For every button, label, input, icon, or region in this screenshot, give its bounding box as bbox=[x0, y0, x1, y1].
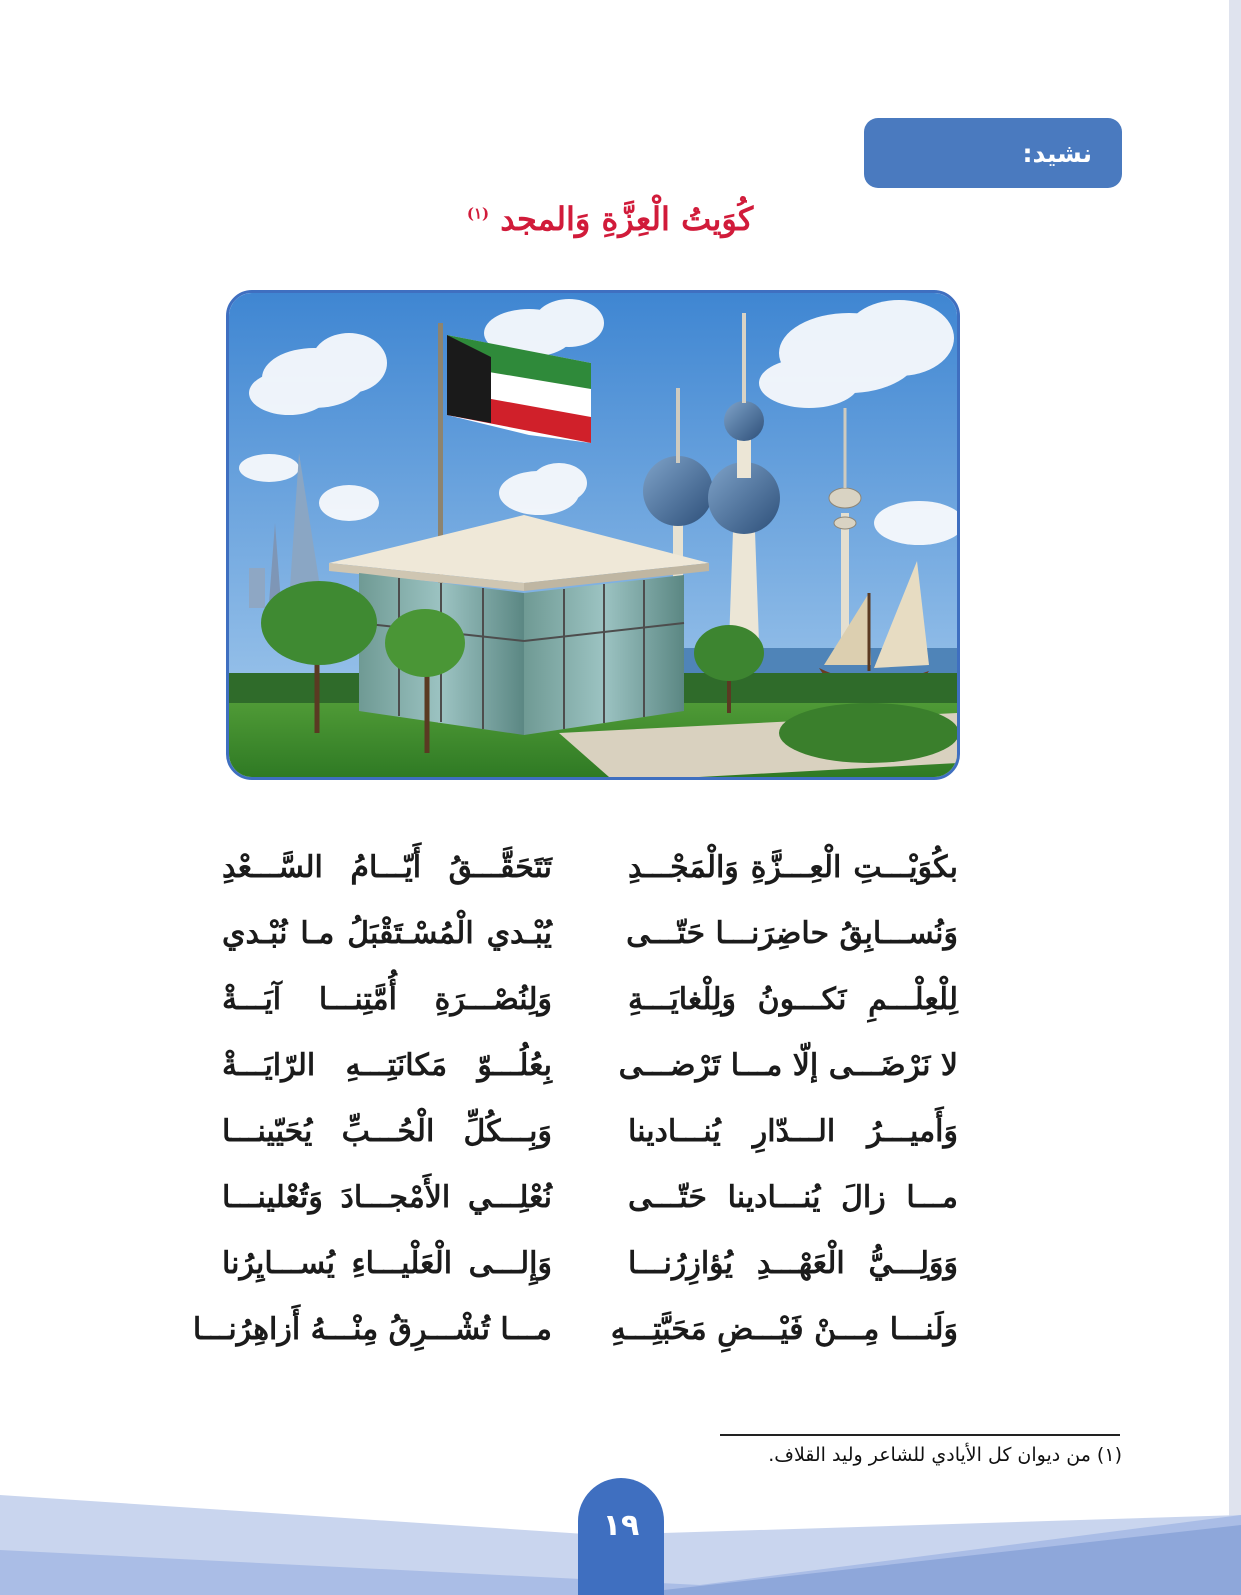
verse-line: وَوَلِـــيُّ الْعَهْـــدِ يُؤازِرُنـــا bbox=[628, 1246, 958, 1281]
kuwait-illustration bbox=[226, 290, 960, 780]
verse-line: وَنُســـابِقُ حاضِرَنـــا حَتّـــى bbox=[626, 916, 958, 951]
verse-line: بكُوَيْـــتِ الْعِـــزَّةِ وَالْمَجْـــدِ bbox=[628, 850, 958, 885]
section-label: نشيد: bbox=[1022, 138, 1092, 168]
verse-line: لا نَرْضَـــى إلّا مـــا تَرْضـــى bbox=[618, 1048, 958, 1083]
section-label-tab bbox=[864, 118, 1122, 188]
verse-line: تَتَحَقَّـــقُ أَيّـــامُ السَّـــعْدِ bbox=[222, 850, 552, 885]
page-number: ١٩ bbox=[602, 1508, 640, 1543]
verse-line: وَلِنُصْـــرَةِ أُمَّتِنـــا آيَـــةْ bbox=[222, 982, 552, 1017]
verse-line: مـــا تُشْـــرِقُ مِنْـــهُ أَزاهِرُنـــا bbox=[192, 1312, 552, 1347]
verse-line: وَبِـــكُلِّ الْحُـــبِّ يُحَيّينـــا bbox=[222, 1114, 552, 1149]
poem-column-right bbox=[610, 835, 958, 1363]
footnote: (١) من ديوان كل الأيادي للشاعر وليد القلاف. bbox=[768, 1444, 1122, 1466]
poem-column-left bbox=[192, 835, 552, 1363]
verse-line: وَلَنـــا مِـــنْ فَيْـــضِ مَحَبَّتِـــهِ bbox=[610, 1312, 958, 1347]
verse-line: بِعُلُـــوّ مَكانَتِـــهِ الرّايَـــةْ bbox=[222, 1048, 552, 1083]
footnote-divider bbox=[720, 1434, 1120, 1436]
poem-title-text: كُوَيتُ الْعِزَّةِ وَالمجد bbox=[500, 200, 754, 238]
verse-line: مـــا زالَ يُنـــادينا حَتّـــى bbox=[628, 1180, 958, 1215]
verse-line: وَأَميـــرُ الـــدّارِ يُنـــادينا bbox=[628, 1114, 958, 1149]
poem-title bbox=[440, 200, 780, 238]
page-edge-strip bbox=[1229, 0, 1241, 1595]
footnote-reference[interactable]: (١) bbox=[466, 204, 490, 223]
page-number-tab bbox=[578, 1478, 664, 1595]
verse-line: لِلْعِلْـــمِ نَكـــونُ وَلِلْغايَـــةِ bbox=[628, 982, 958, 1017]
verse-line: نُعْلِـــي الأَمْجـــادَ وَتُعْلينـــا bbox=[222, 1180, 552, 1215]
verse-line: يُبْـدي الْمُسْـتَقْبَلُ مـا نُبْـدي bbox=[222, 916, 552, 951]
verse-line: وَإِلـــى الْعَلْيـــاءِ يُســـايِرُنا bbox=[222, 1246, 552, 1281]
